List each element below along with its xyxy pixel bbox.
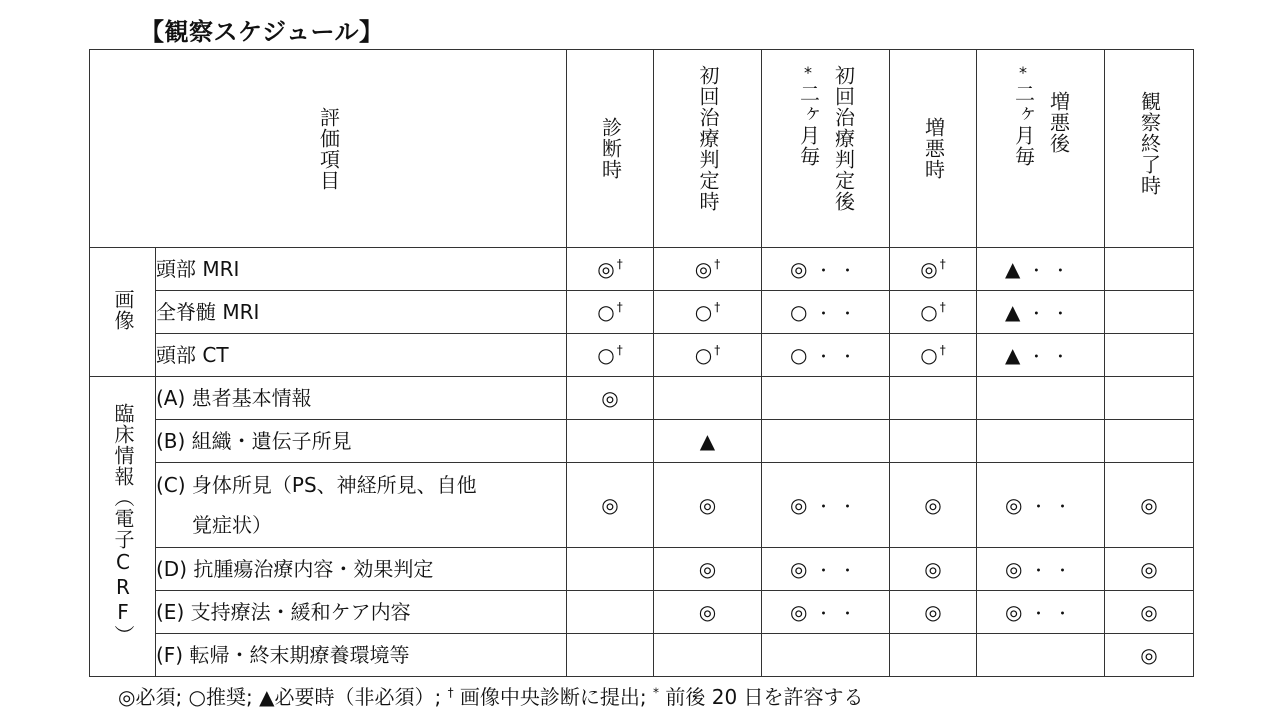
legend-star-text: 前後 20 日を許容する [659, 685, 864, 709]
dots-mark: ・・ [1030, 604, 1079, 623]
cell [977, 591, 1105, 634]
dots-mark: ・・ [815, 347, 864, 366]
table-row [90, 548, 1194, 591]
row-label: (E) 支持療法・緩和ケア内容 [156, 591, 567, 634]
mark: ○ [694, 343, 713, 367]
mark: ◎ [920, 257, 938, 281]
dagger-mark: † [714, 257, 721, 272]
header-diagnosis [567, 50, 654, 248]
row-label-line2: 覚症状） [192, 513, 272, 537]
cell [977, 377, 1105, 420]
cell [762, 334, 890, 377]
header-after-initial-label: 初回治療判定後 [831, 64, 856, 212]
header-after-initial-star: * [804, 62, 812, 82]
cell [762, 463, 890, 548]
table-row [90, 377, 1194, 420]
dagger-mark: † [939, 343, 946, 358]
dots-mark: ・・ [815, 497, 864, 516]
cell [567, 548, 654, 591]
mark: ○ [694, 300, 713, 324]
mark: ▲ [1005, 257, 1021, 281]
cell [654, 291, 762, 334]
dagger-mark: † [616, 257, 623, 272]
dagger-mark: † [714, 343, 721, 358]
group-clinical-label: 臨床情報（電子CRF） [111, 402, 135, 646]
table-row [90, 248, 1194, 291]
cell [890, 291, 977, 334]
mark: ◎ [790, 257, 808, 281]
table-row [90, 634, 1194, 677]
legend-marks: ◎必須; ○推奨; ▲必要時（非必須）; [118, 685, 448, 709]
dots-mark: ・・ [815, 561, 864, 580]
legend-dagger-text: 画像中央診断に提出; [453, 685, 654, 709]
cell: ◎ [654, 463, 762, 548]
cell [654, 334, 762, 377]
dots-mark: ・・ [815, 261, 864, 280]
header-row [90, 50, 1194, 248]
dots-mark: ・・ [1030, 561, 1079, 580]
cell: ◎ [1105, 591, 1194, 634]
row-label [156, 463, 567, 548]
header-eval-items [90, 50, 567, 248]
row-label: 全脊髄 MRI [156, 291, 567, 334]
cell [977, 334, 1105, 377]
header-after-progression-star: * [1019, 62, 1027, 82]
cell [977, 463, 1105, 548]
cell [890, 634, 977, 677]
group-imaging [90, 248, 156, 377]
table-row [90, 463, 1194, 548]
mark: ◎ [597, 257, 615, 281]
legend-star: * [653, 685, 660, 700]
row-label: (F) 転帰・終末期療養環境等 [156, 634, 567, 677]
mark: ◎ [1005, 493, 1023, 517]
header-diagnosis-label: 診断時 [598, 117, 623, 180]
header-after-initial [762, 50, 890, 248]
table-row [90, 291, 1194, 334]
dots-mark: ・・ [1030, 497, 1079, 516]
mark: ○ [597, 300, 615, 324]
cell: ◎ [1105, 463, 1194, 548]
cell [977, 420, 1105, 463]
cell [567, 634, 654, 677]
dots-mark: ・・ [1028, 347, 1077, 366]
cell: ◎ [654, 548, 762, 591]
header-initial-judgement [654, 50, 762, 248]
mark: ◎ [790, 600, 808, 624]
cell [1105, 377, 1194, 420]
cell: ◎ [1105, 634, 1194, 677]
page-title: 【観察スケジュール】 [140, 18, 384, 46]
cell [567, 420, 654, 463]
mark: ○ [790, 343, 808, 367]
header-after-progression-label: 増悪後 [1046, 90, 1071, 154]
cell [890, 334, 977, 377]
cell [762, 291, 890, 334]
dagger-mark: † [939, 300, 946, 315]
mark: ◎ [790, 557, 808, 581]
table-row [90, 334, 1194, 377]
cell [890, 420, 977, 463]
header-progression-label: 増悪時 [921, 117, 946, 180]
mark: ▲ [1005, 343, 1021, 367]
table-row [90, 420, 1194, 463]
mark: ◎ [790, 493, 808, 517]
mark: ○ [790, 300, 808, 324]
cell [762, 248, 890, 291]
cell [1105, 334, 1194, 377]
dots-mark: ・・ [815, 604, 864, 623]
cell [1105, 248, 1194, 291]
dots-mark: ・・ [815, 304, 864, 323]
header-end [1105, 50, 1194, 248]
dagger-mark: † [714, 300, 721, 315]
header-after-progression [977, 50, 1105, 248]
cell [977, 548, 1105, 591]
cell [977, 248, 1105, 291]
row-label-line1: (C) 身体所見（PS、神経所見、自他 [156, 473, 477, 497]
cell: ◎ [890, 591, 977, 634]
mark: ◎ [1005, 557, 1023, 581]
header-eval-label: 評価項目 [316, 106, 341, 191]
schedule-table [89, 49, 1194, 677]
cell [654, 634, 762, 677]
dagger-mark: † [616, 300, 623, 315]
cell: ◎ [1105, 548, 1194, 591]
header-end-label: 観察終了時 [1137, 90, 1162, 196]
cell [977, 291, 1105, 334]
mark: ○ [597, 343, 615, 367]
header-progression [890, 50, 977, 248]
cell [890, 248, 977, 291]
cell: ◎ [567, 377, 654, 420]
row-label: 頭部 MRI [156, 248, 567, 291]
dots-mark: ・・ [1028, 261, 1077, 280]
dagger-mark: † [616, 343, 623, 358]
row-label: (D) 抗腫瘍治療内容・効果判定 [156, 548, 567, 591]
mark: ◎ [694, 257, 713, 281]
mark: ○ [920, 300, 938, 324]
cell [977, 634, 1105, 677]
row-label: (A) 患者基本情報 [156, 377, 567, 420]
dots-mark: ・・ [1028, 304, 1077, 323]
cell [762, 548, 890, 591]
dagger-mark: † [939, 257, 946, 272]
cell [1105, 420, 1194, 463]
group-clinical [90, 377, 156, 677]
cell [762, 420, 890, 463]
cell [567, 291, 654, 334]
row-label: 頭部 CT [156, 334, 567, 377]
mark: ○ [920, 343, 938, 367]
cell: ◎ [654, 591, 762, 634]
mark: ◎ [1005, 600, 1023, 624]
cell [1105, 291, 1194, 334]
cell: ◎ [890, 548, 977, 591]
cell [654, 248, 762, 291]
cell: ▲ [654, 420, 762, 463]
legend-dagger: † [447, 685, 454, 700]
header-after-initial-sub: 二ヶ月毎 [796, 82, 821, 167]
cell [762, 591, 890, 634]
cell [890, 377, 977, 420]
header-initial-judgement-label: 初回治療判定時 [696, 64, 720, 212]
legend-footnote [118, 681, 864, 710]
row-label: (B) 組織・遺伝子所見 [156, 420, 567, 463]
cell [567, 334, 654, 377]
cell [567, 591, 654, 634]
header-after-progression-sub: 二ヶ月毎 [1011, 82, 1036, 167]
cell: ◎ [567, 463, 654, 548]
cell [762, 634, 890, 677]
table-row [90, 591, 1194, 634]
cell [762, 377, 890, 420]
cell: ◎ [890, 463, 977, 548]
cell [654, 377, 762, 420]
cell [567, 248, 654, 291]
mark: ▲ [1005, 300, 1021, 324]
group-imaging-label: 画像 [111, 288, 135, 331]
